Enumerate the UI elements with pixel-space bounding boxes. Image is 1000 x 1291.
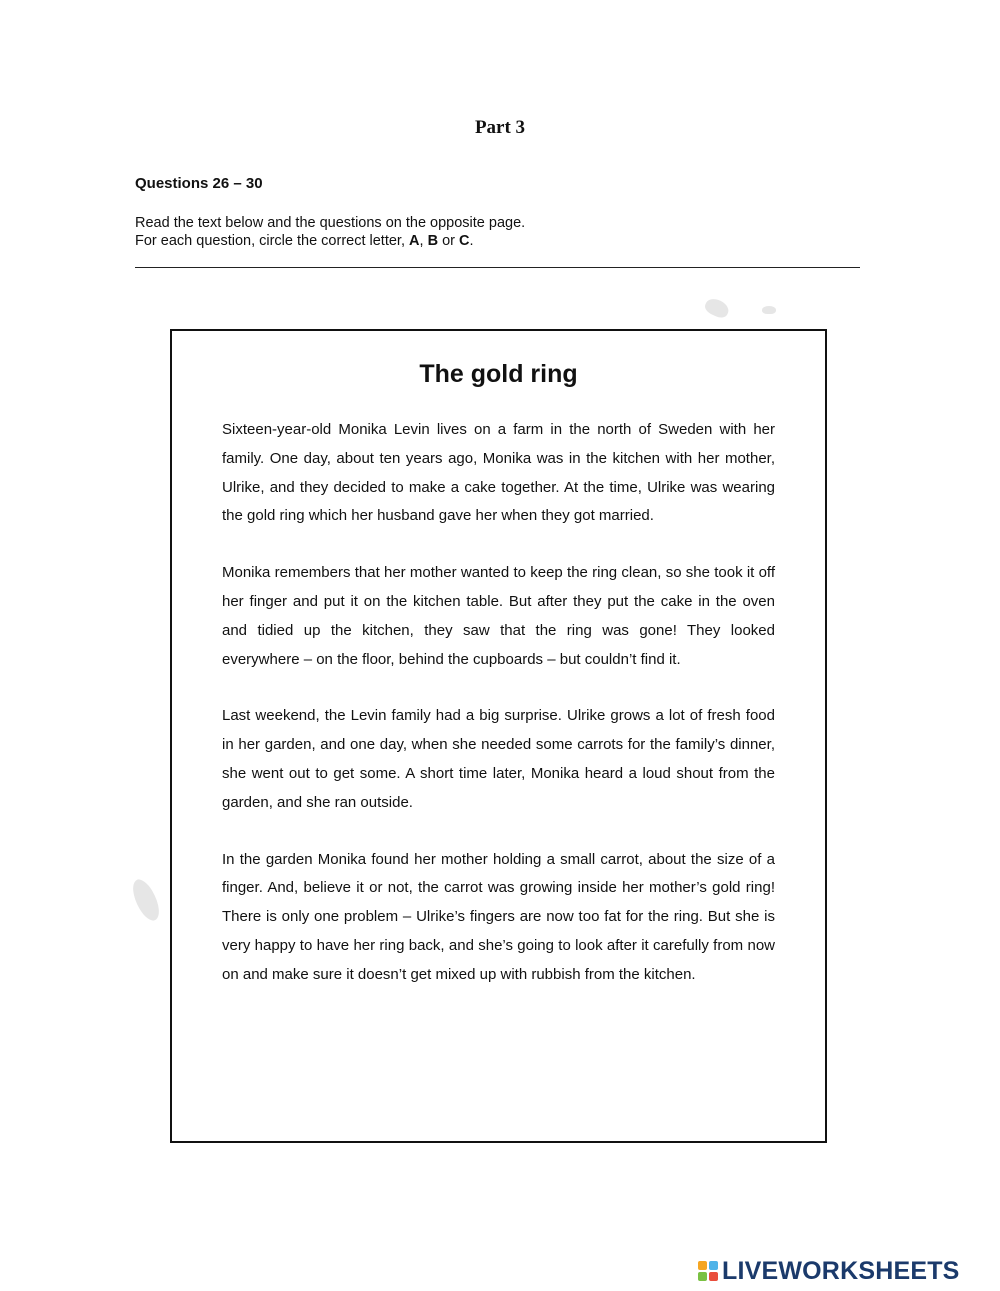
story-paragraph-3: Last weekend, the Levin family had a big surprise. Ulrike grows a lot of fresh food in her garden, and one day, when she needed some carrots for the family’s dinner, she went out to get some. A short time later, Monika heard a loud shout from the garden, and she ran outside. <box>222 707 775 811</box>
liveworksheets-logo-icon <box>698 1261 718 1281</box>
instructions-line-2 <box>135 232 525 250</box>
liveworksheets-logo[interactable] <box>698 1256 960 1286</box>
part-title: Part 3 <box>474 117 526 138</box>
header-divider <box>135 267 860 268</box>
story-paragraph-2: Monika remembers that her mother wanted to keep the ring clean, so she took it off her finger and put it on the kitchen table. But after they put the cake in the oven and tidied up the kitchen, they saw that the ring was gone! They looked everywhere – on the floor, behind the cupboards – but couldn’t find it. <box>222 564 775 668</box>
story-paragraph-4: In the garden Monika found her mother holding a small carrot, about the size of a finger. And, believe it or not, the carrot was growing inside her mother’s gold ring! There is only one problem – Ulrike’s fingers are now too fat for the ring. But she is very happy to have her ring back, and she’s going to look after it carefully from now on and make sure it doesn’t get mixed up with rubbish from the kitchen. <box>222 850 775 983</box>
watermark-mark <box>762 306 776 314</box>
story-body <box>222 416 775 1018</box>
instructions-line-2-text: For each question, circle the correct letter, <box>135 233 410 249</box>
instructions <box>135 214 525 250</box>
separator-comma: , <box>419 233 428 249</box>
option-b-label: B <box>427 233 439 249</box>
separator-or: or <box>438 233 459 249</box>
story-title: The gold ring <box>419 360 578 388</box>
option-a-label: A <box>409 233 420 249</box>
watermark-mark <box>703 296 732 321</box>
instructions-line-1: Read the text below and the questions on the opposite page. <box>135 215 526 231</box>
story-paragraph-1: Sixteen-year-old Monika Levin lives on a farm in the north of Sweden with her family. One day, about ten years ago, Monika was in the kitchen with her mother, Ulrike, and they decided to make a cake together. At the time, Ulrike was wearing the gold ring which her husband gave her when they got married. <box>222 421 775 525</box>
logo-text: LIVEWORKSHEETS <box>722 1256 960 1285</box>
questions-heading: Questions 26 – 30 <box>135 175 263 192</box>
option-c-label: C <box>459 233 470 249</box>
instructions-period: . <box>469 233 474 249</box>
watermark-mark <box>126 876 165 924</box>
